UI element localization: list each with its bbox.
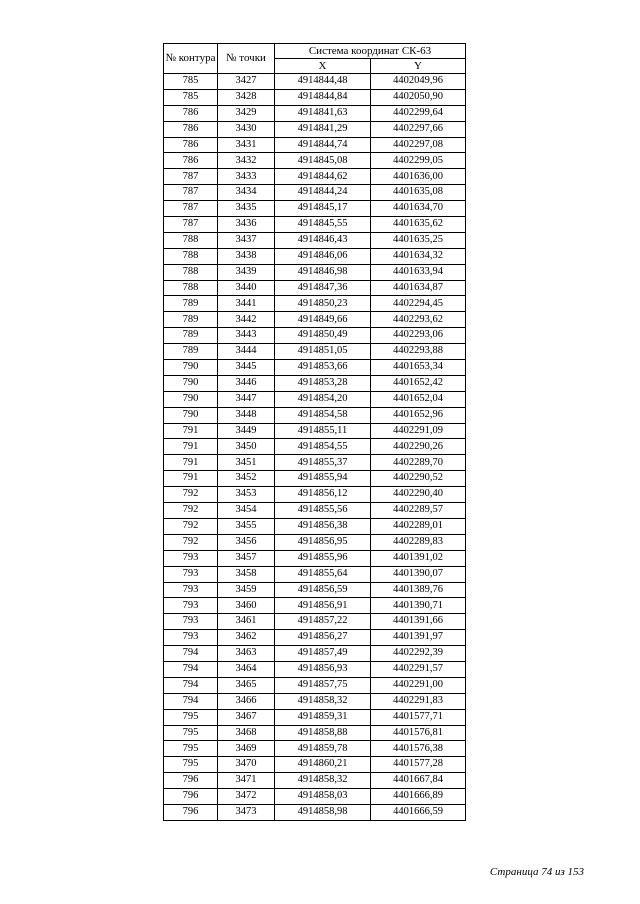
table-row bbox=[164, 391, 466, 407]
cell-x: 4914858,03 bbox=[275, 789, 371, 805]
cell-point-no: 3427 bbox=[218, 74, 275, 90]
cell-contour-no: 788 bbox=[164, 232, 218, 248]
cell-x: 4914858,32 bbox=[275, 773, 371, 789]
cell-point-no: 3445 bbox=[218, 360, 275, 376]
table-row bbox=[164, 264, 466, 280]
cell-y: 4401391,97 bbox=[371, 630, 466, 646]
cell-y: 4402291,57 bbox=[371, 661, 466, 677]
coordinates-table bbox=[163, 43, 466, 821]
header-contour-no: № контура bbox=[164, 44, 218, 74]
table-row bbox=[164, 757, 466, 773]
cell-contour-no: 790 bbox=[164, 407, 218, 423]
cell-point-no: 3464 bbox=[218, 661, 275, 677]
cell-contour-no: 786 bbox=[164, 153, 218, 169]
cell-point-no: 3443 bbox=[218, 328, 275, 344]
cell-contour-no: 789 bbox=[164, 344, 218, 360]
cell-point-no: 3442 bbox=[218, 312, 275, 328]
cell-point-no: 3457 bbox=[218, 550, 275, 566]
cell-x: 4914853,66 bbox=[275, 360, 371, 376]
table-row bbox=[164, 74, 466, 90]
cell-x: 4914854,58 bbox=[275, 407, 371, 423]
cell-x: 4914856,93 bbox=[275, 661, 371, 677]
table-row bbox=[164, 677, 466, 693]
cell-point-no: 3451 bbox=[218, 455, 275, 471]
table-row bbox=[164, 169, 466, 185]
table-row bbox=[164, 344, 466, 360]
cell-x: 4914856,59 bbox=[275, 582, 371, 598]
table-row bbox=[164, 185, 466, 201]
cell-contour-no: 794 bbox=[164, 677, 218, 693]
cell-x: 4914844,62 bbox=[275, 169, 371, 185]
cell-x: 4914850,49 bbox=[275, 328, 371, 344]
table-row bbox=[164, 105, 466, 121]
table-row bbox=[164, 725, 466, 741]
cell-contour-no: 793 bbox=[164, 630, 218, 646]
table-body bbox=[164, 74, 466, 821]
cell-contour-no: 788 bbox=[164, 248, 218, 264]
cell-point-no: 3453 bbox=[218, 487, 275, 503]
cell-y: 4401635,62 bbox=[371, 217, 466, 233]
cell-y: 4402293,06 bbox=[371, 328, 466, 344]
cell-contour-no: 794 bbox=[164, 693, 218, 709]
cell-y: 4401389,76 bbox=[371, 582, 466, 598]
cell-point-no: 3428 bbox=[218, 89, 275, 105]
cell-point-no: 3459 bbox=[218, 582, 275, 598]
table-row bbox=[164, 375, 466, 391]
cell-contour-no: 795 bbox=[164, 757, 218, 773]
cell-point-no: 3434 bbox=[218, 185, 275, 201]
cell-y: 4402291,00 bbox=[371, 677, 466, 693]
cell-point-no: 3447 bbox=[218, 391, 275, 407]
table-row bbox=[164, 312, 466, 328]
cell-y: 4401633,94 bbox=[371, 264, 466, 280]
table-row bbox=[164, 646, 466, 662]
cell-point-no: 3473 bbox=[218, 804, 275, 820]
cell-x: 4914855,11 bbox=[275, 423, 371, 439]
cell-x: 4914858,98 bbox=[275, 804, 371, 820]
cell-contour-no: 787 bbox=[164, 169, 218, 185]
cell-x: 4914845,17 bbox=[275, 201, 371, 217]
cell-x: 4914844,24 bbox=[275, 185, 371, 201]
cell-contour-no: 793 bbox=[164, 598, 218, 614]
cell-contour-no: 794 bbox=[164, 661, 218, 677]
cell-contour-no: 786 bbox=[164, 105, 218, 121]
cell-x: 4914844,84 bbox=[275, 89, 371, 105]
cell-point-no: 3441 bbox=[218, 296, 275, 312]
cell-y: 4401577,71 bbox=[371, 709, 466, 725]
cell-y: 4402290,26 bbox=[371, 439, 466, 455]
cell-point-no: 3444 bbox=[218, 344, 275, 360]
table-header bbox=[164, 44, 466, 74]
cell-x: 4914849,66 bbox=[275, 312, 371, 328]
cell-y: 4402050,90 bbox=[371, 89, 466, 105]
cell-x: 4914841,29 bbox=[275, 121, 371, 137]
cell-contour-no: 791 bbox=[164, 423, 218, 439]
cell-y: 4402289,57 bbox=[371, 503, 466, 519]
cell-x: 4914844,74 bbox=[275, 137, 371, 153]
cell-y: 4401576,38 bbox=[371, 741, 466, 757]
cell-point-no: 3450 bbox=[218, 439, 275, 455]
cell-contour-no: 789 bbox=[164, 312, 218, 328]
cell-point-no: 3466 bbox=[218, 693, 275, 709]
cell-point-no: 3452 bbox=[218, 471, 275, 487]
cell-y: 4402049,96 bbox=[371, 74, 466, 90]
cell-point-no: 3436 bbox=[218, 217, 275, 233]
cell-x: 4914847,36 bbox=[275, 280, 371, 296]
table-row bbox=[164, 518, 466, 534]
cell-y: 4401576,81 bbox=[371, 725, 466, 741]
cell-point-no: 3471 bbox=[218, 773, 275, 789]
cell-contour-no: 789 bbox=[164, 328, 218, 344]
cell-point-no: 3438 bbox=[218, 248, 275, 264]
cell-x: 4914855,94 bbox=[275, 471, 371, 487]
cell-y: 4401635,25 bbox=[371, 232, 466, 248]
header-x: X bbox=[275, 59, 371, 74]
cell-point-no: 3470 bbox=[218, 757, 275, 773]
cell-x: 4914859,78 bbox=[275, 741, 371, 757]
table-row bbox=[164, 582, 466, 598]
table-row bbox=[164, 503, 466, 519]
cell-y: 4401652,96 bbox=[371, 407, 466, 423]
cell-y: 4402291,83 bbox=[371, 693, 466, 709]
cell-point-no: 3435 bbox=[218, 201, 275, 217]
table-row bbox=[164, 153, 466, 169]
cell-contour-no: 792 bbox=[164, 534, 218, 550]
cell-y: 4402294,45 bbox=[371, 296, 466, 312]
cell-point-no: 3467 bbox=[218, 709, 275, 725]
table-row bbox=[164, 201, 466, 217]
cell-contour-no: 785 bbox=[164, 74, 218, 90]
cell-contour-no: 795 bbox=[164, 709, 218, 725]
page-number: Страница 74 из 153 bbox=[489, 866, 584, 878]
cell-contour-no: 792 bbox=[164, 518, 218, 534]
table-row bbox=[164, 439, 466, 455]
cell-point-no: 3458 bbox=[218, 566, 275, 582]
cell-x: 4914857,49 bbox=[275, 646, 371, 662]
table-row bbox=[164, 137, 466, 153]
cell-contour-no: 796 bbox=[164, 789, 218, 805]
header-point-no: № точки bbox=[218, 44, 275, 74]
cell-x: 4914855,37 bbox=[275, 455, 371, 471]
cell-point-no: 3439 bbox=[218, 264, 275, 280]
table-row bbox=[164, 471, 466, 487]
cell-contour-no: 789 bbox=[164, 296, 218, 312]
table-row bbox=[164, 534, 466, 550]
cell-contour-no: 786 bbox=[164, 121, 218, 137]
cell-contour-no: 786 bbox=[164, 137, 218, 153]
cell-x: 4914844,48 bbox=[275, 74, 371, 90]
cell-x: 4914856,38 bbox=[275, 518, 371, 534]
table-row bbox=[164, 248, 466, 264]
cell-y: 4402293,88 bbox=[371, 344, 466, 360]
cell-point-no: 3448 bbox=[218, 407, 275, 423]
cell-contour-no: 793 bbox=[164, 566, 218, 582]
cell-y: 4402297,08 bbox=[371, 137, 466, 153]
cell-y: 4401652,42 bbox=[371, 375, 466, 391]
table-row bbox=[164, 566, 466, 582]
cell-x: 4914851,05 bbox=[275, 344, 371, 360]
cell-x: 4914855,64 bbox=[275, 566, 371, 582]
cell-point-no: 3429 bbox=[218, 105, 275, 121]
cell-x: 4914859,31 bbox=[275, 709, 371, 725]
cell-contour-no: 788 bbox=[164, 264, 218, 280]
cell-y: 4401635,08 bbox=[371, 185, 466, 201]
cell-point-no: 3433 bbox=[218, 169, 275, 185]
table-row bbox=[164, 296, 466, 312]
cell-point-no: 3463 bbox=[218, 646, 275, 662]
table-row bbox=[164, 773, 466, 789]
cell-contour-no: 791 bbox=[164, 455, 218, 471]
cell-contour-no: 792 bbox=[164, 503, 218, 519]
cell-point-no: 3455 bbox=[218, 518, 275, 534]
cell-contour-no: 787 bbox=[164, 217, 218, 233]
table-row bbox=[164, 550, 466, 566]
cell-y: 4401577,28 bbox=[371, 757, 466, 773]
cell-y: 4401634,70 bbox=[371, 201, 466, 217]
table-row bbox=[164, 423, 466, 439]
cell-contour-no: 785 bbox=[164, 89, 218, 105]
cell-point-no: 3432 bbox=[218, 153, 275, 169]
cell-point-no: 3454 bbox=[218, 503, 275, 519]
cell-contour-no: 795 bbox=[164, 741, 218, 757]
table-row bbox=[164, 455, 466, 471]
cell-contour-no: 794 bbox=[164, 646, 218, 662]
table-row bbox=[164, 407, 466, 423]
cell-x: 4914856,91 bbox=[275, 598, 371, 614]
cell-y: 4401652,04 bbox=[371, 391, 466, 407]
cell-y: 4402297,66 bbox=[371, 121, 466, 137]
cell-x: 4914846,06 bbox=[275, 248, 371, 264]
cell-y: 4401667,84 bbox=[371, 773, 466, 789]
cell-x: 4914854,20 bbox=[275, 391, 371, 407]
cell-y: 4401636,00 bbox=[371, 169, 466, 185]
cell-y: 4402289,83 bbox=[371, 534, 466, 550]
cell-y: 4401391,02 bbox=[371, 550, 466, 566]
table-row bbox=[164, 89, 466, 105]
cell-point-no: 3472 bbox=[218, 789, 275, 805]
header-coordinate-system: Система координат СК-63 bbox=[275, 44, 466, 59]
cell-point-no: 3430 bbox=[218, 121, 275, 137]
table-row bbox=[164, 217, 466, 233]
header-y: Y bbox=[371, 59, 466, 74]
cell-x: 4914853,28 bbox=[275, 375, 371, 391]
table-row bbox=[164, 741, 466, 757]
cell-x: 4914860,21 bbox=[275, 757, 371, 773]
cell-point-no: 3469 bbox=[218, 741, 275, 757]
cell-x: 4914858,32 bbox=[275, 693, 371, 709]
cell-x: 4914855,56 bbox=[275, 503, 371, 519]
table-row bbox=[164, 709, 466, 725]
table-row bbox=[164, 614, 466, 630]
cell-y: 4402289,70 bbox=[371, 455, 466, 471]
cell-y: 4401666,89 bbox=[371, 789, 466, 805]
cell-x: 4914845,08 bbox=[275, 153, 371, 169]
cell-y: 4402293,62 bbox=[371, 312, 466, 328]
table-row bbox=[164, 693, 466, 709]
cell-y: 4401391,66 bbox=[371, 614, 466, 630]
cell-contour-no: 790 bbox=[164, 391, 218, 407]
cell-contour-no: 796 bbox=[164, 804, 218, 820]
cell-point-no: 3449 bbox=[218, 423, 275, 439]
cell-x: 4914857,22 bbox=[275, 614, 371, 630]
cell-point-no: 3440 bbox=[218, 280, 275, 296]
cell-y: 4401634,87 bbox=[371, 280, 466, 296]
cell-contour-no: 787 bbox=[164, 201, 218, 217]
cell-y: 4401653,34 bbox=[371, 360, 466, 376]
cell-y: 4402299,64 bbox=[371, 105, 466, 121]
cell-x: 4914841,63 bbox=[275, 105, 371, 121]
cell-contour-no: 793 bbox=[164, 614, 218, 630]
cell-contour-no: 790 bbox=[164, 360, 218, 376]
cell-x: 4914854,55 bbox=[275, 439, 371, 455]
cell-x: 4914846,98 bbox=[275, 264, 371, 280]
cell-point-no: 3446 bbox=[218, 375, 275, 391]
cell-contour-no: 793 bbox=[164, 550, 218, 566]
table-row bbox=[164, 280, 466, 296]
table-row bbox=[164, 789, 466, 805]
table-row bbox=[164, 121, 466, 137]
cell-x: 4914850,23 bbox=[275, 296, 371, 312]
cell-point-no: 3462 bbox=[218, 630, 275, 646]
cell-x: 4914855,96 bbox=[275, 550, 371, 566]
table-row bbox=[164, 232, 466, 248]
cell-y: 4402291,09 bbox=[371, 423, 466, 439]
cell-x: 4914857,75 bbox=[275, 677, 371, 693]
cell-contour-no: 790 bbox=[164, 375, 218, 391]
cell-contour-no: 792 bbox=[164, 487, 218, 503]
cell-y: 4402290,40 bbox=[371, 487, 466, 503]
cell-y: 4402290,52 bbox=[371, 471, 466, 487]
cell-point-no: 3461 bbox=[218, 614, 275, 630]
cell-point-no: 3468 bbox=[218, 725, 275, 741]
table-row bbox=[164, 598, 466, 614]
table-row bbox=[164, 661, 466, 677]
cell-x: 4914858,88 bbox=[275, 725, 371, 741]
cell-point-no: 3437 bbox=[218, 232, 275, 248]
table-row bbox=[164, 360, 466, 376]
cell-y: 4401390,71 bbox=[371, 598, 466, 614]
cell-point-no: 3456 bbox=[218, 534, 275, 550]
cell-contour-no: 793 bbox=[164, 582, 218, 598]
cell-contour-no: 791 bbox=[164, 471, 218, 487]
cell-contour-no: 795 bbox=[164, 725, 218, 741]
cell-contour-no: 787 bbox=[164, 185, 218, 201]
cell-x: 4914846,43 bbox=[275, 232, 371, 248]
cell-x: 4914856,95 bbox=[275, 534, 371, 550]
cell-point-no: 3431 bbox=[218, 137, 275, 153]
cell-contour-no: 796 bbox=[164, 773, 218, 789]
table-row bbox=[164, 804, 466, 820]
cell-contour-no: 788 bbox=[164, 280, 218, 296]
table-row bbox=[164, 630, 466, 646]
cell-y: 4401634,32 bbox=[371, 248, 466, 264]
cell-y: 4402299,05 bbox=[371, 153, 466, 169]
table-row bbox=[164, 487, 466, 503]
cell-y: 4401390,07 bbox=[371, 566, 466, 582]
cell-contour-no: 791 bbox=[164, 439, 218, 455]
cell-x: 4914856,27 bbox=[275, 630, 371, 646]
cell-y: 4401666,59 bbox=[371, 804, 466, 820]
cell-x: 4914856,12 bbox=[275, 487, 371, 503]
table-row bbox=[164, 328, 466, 344]
cell-y: 4402292,39 bbox=[371, 646, 466, 662]
cell-x: 4914845,55 bbox=[275, 217, 371, 233]
cell-point-no: 3460 bbox=[218, 598, 275, 614]
cell-y: 4402289,01 bbox=[371, 518, 466, 534]
cell-point-no: 3465 bbox=[218, 677, 275, 693]
